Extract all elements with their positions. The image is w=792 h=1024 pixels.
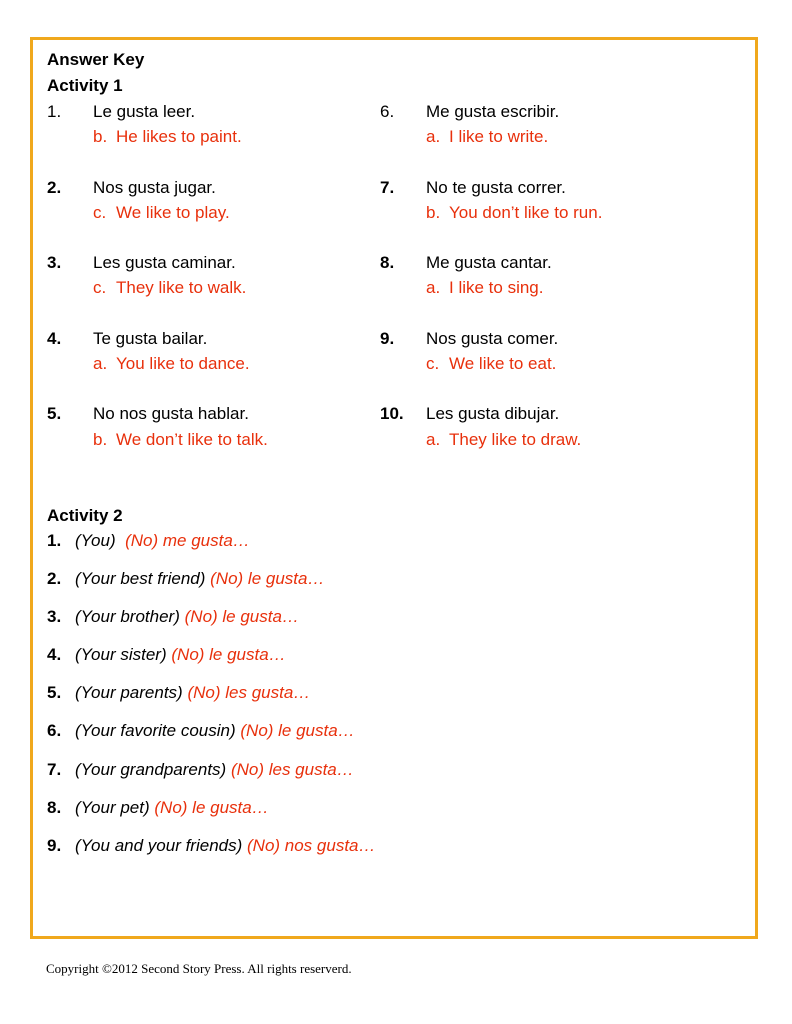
a1-spanish-sentence: Te gusta bailar. <box>93 329 208 348</box>
a1-answer <box>426 430 581 450</box>
a1-answer <box>426 354 556 374</box>
a1-answer-letter: a. <box>426 430 441 449</box>
a1-item-number: 6. <box>380 102 395 121</box>
a2-subject: (Your sister) <box>75 645 167 664</box>
a1-spanish-sentence: Les gusta dibujar. <box>426 404 560 423</box>
a2-subject: (Your brother) <box>75 607 180 626</box>
a1-answer-letter: c. <box>93 203 107 222</box>
a1-spanish-sentence: No te gusta correr. <box>426 178 566 197</box>
a1-answer-letter: b. <box>426 203 441 222</box>
a1-answer-text: We like to play. <box>116 203 230 222</box>
a1-answer-letter: c. <box>426 354 440 373</box>
a2-answer: (No) le gusta… <box>210 569 325 588</box>
a2-answer: (No) le gusta… <box>184 607 299 626</box>
a1-item-number: 1. <box>47 102 62 121</box>
a1-answer-text: We like to eat. <box>449 354 557 373</box>
a2-subject: (Your favorite cousin) <box>75 721 236 740</box>
a2-answer: (No) les gusta… <box>230 760 354 779</box>
a1-answer-text: You like to dance. <box>116 354 250 373</box>
a1-answer <box>93 127 242 147</box>
a1-item-number: 5. <box>47 404 62 423</box>
a2-item-number: 8. <box>47 798 62 817</box>
a1-answer <box>426 278 544 298</box>
a2-item-number: 6. <box>47 721 62 740</box>
a1-spanish-sentence: Le gusta leer. <box>93 102 196 121</box>
a2-list-item <box>47 645 286 665</box>
a2-list-item <box>47 683 310 703</box>
a1-answer-text: We don’t like to talk. <box>116 430 268 449</box>
a2-item-number: 1. <box>47 531 62 550</box>
a2-answer: (No) le gusta… <box>240 721 355 740</box>
a1-spanish-sentence: Nos gusta jugar. <box>93 178 216 197</box>
a2-answer: (No) les gusta… <box>187 683 311 702</box>
a1-item-number: 4. <box>47 329 62 348</box>
a2-subject: (Your best friend) <box>75 569 206 588</box>
a2-item-number: 9. <box>47 836 62 855</box>
activity-1-title: Activity 1 <box>47 76 123 95</box>
a1-item-number: 8. <box>380 253 395 272</box>
a2-subject: (Your pet) <box>75 798 150 817</box>
a1-answer-text: They like to walk. <box>116 278 247 297</box>
a1-spanish-sentence: Me gusta escribir. <box>426 102 560 121</box>
a1-answer-letter: a. <box>93 354 108 373</box>
a1-spanish-sentence: Les gusta caminar. <box>93 253 236 272</box>
a1-item-number: 3. <box>47 253 62 272</box>
a2-answer: (No) me gusta… <box>125 531 250 550</box>
a1-spanish-sentence: No nos gusta hablar. <box>93 404 249 423</box>
a2-list-item <box>47 798 269 818</box>
a2-subject: (Your grandparents) <box>75 760 227 779</box>
a1-answer-text: You don’t like to run. <box>449 203 603 222</box>
a2-list-item <box>47 607 299 627</box>
a2-list-item <box>47 836 376 856</box>
a1-item-number: 2. <box>47 178 62 197</box>
a2-item-number: 4. <box>47 645 62 664</box>
a1-answer-letter: b. <box>93 430 108 449</box>
a1-answer <box>426 127 548 147</box>
a2-list-item <box>47 721 355 741</box>
a1-answer-letter: a. <box>426 127 441 146</box>
a1-answer <box>93 278 246 298</box>
a2-list-item <box>47 531 250 551</box>
a2-subject: (You) <box>75 531 116 550</box>
a1-spanish-sentence: Me gusta cantar. <box>426 253 552 272</box>
a2-list-item <box>47 569 324 589</box>
a2-list-item <box>47 760 354 780</box>
a1-answer-letter: c. <box>93 278 107 297</box>
a2-answer: (No) le gusta… <box>171 645 286 664</box>
a1-spanish-sentence: Nos gusta comer. <box>426 329 559 348</box>
answer-key-title: Answer Key <box>47 50 145 69</box>
a2-answer: (No) le gusta… <box>154 798 269 817</box>
a2-item-number: 3. <box>47 607 62 626</box>
a2-item-number: 5. <box>47 683 62 702</box>
a1-answer <box>93 430 268 450</box>
a1-answer-text: I like to write. <box>449 127 549 146</box>
a1-answer <box>93 354 250 374</box>
a2-item-number: 2. <box>47 569 62 588</box>
a1-item-number: 10. <box>380 404 404 423</box>
a1-answer-text: He likes to paint. <box>116 127 242 146</box>
activity-2-title: Activity 2 <box>47 506 123 525</box>
a1-answer-letter: b. <box>93 127 108 146</box>
a1-answer-text: I like to sing. <box>449 278 544 297</box>
a2-answer: (No) nos gusta… <box>247 836 376 855</box>
a1-answer-text: They like to draw. <box>449 430 582 449</box>
a2-item-number: 7. <box>47 760 62 779</box>
a1-answer-letter: a. <box>426 278 441 297</box>
a1-item-number: 9. <box>380 329 395 348</box>
a1-answer <box>93 203 230 223</box>
copyright-footer: Copyright ©2012 Second Story Press. All rights reserverd. <box>46 961 352 976</box>
a2-subject: (Your parents) <box>75 683 183 702</box>
a1-item-number: 7. <box>380 178 395 197</box>
a1-answer <box>426 203 602 223</box>
a2-subject: (You and your friends) <box>75 836 243 855</box>
